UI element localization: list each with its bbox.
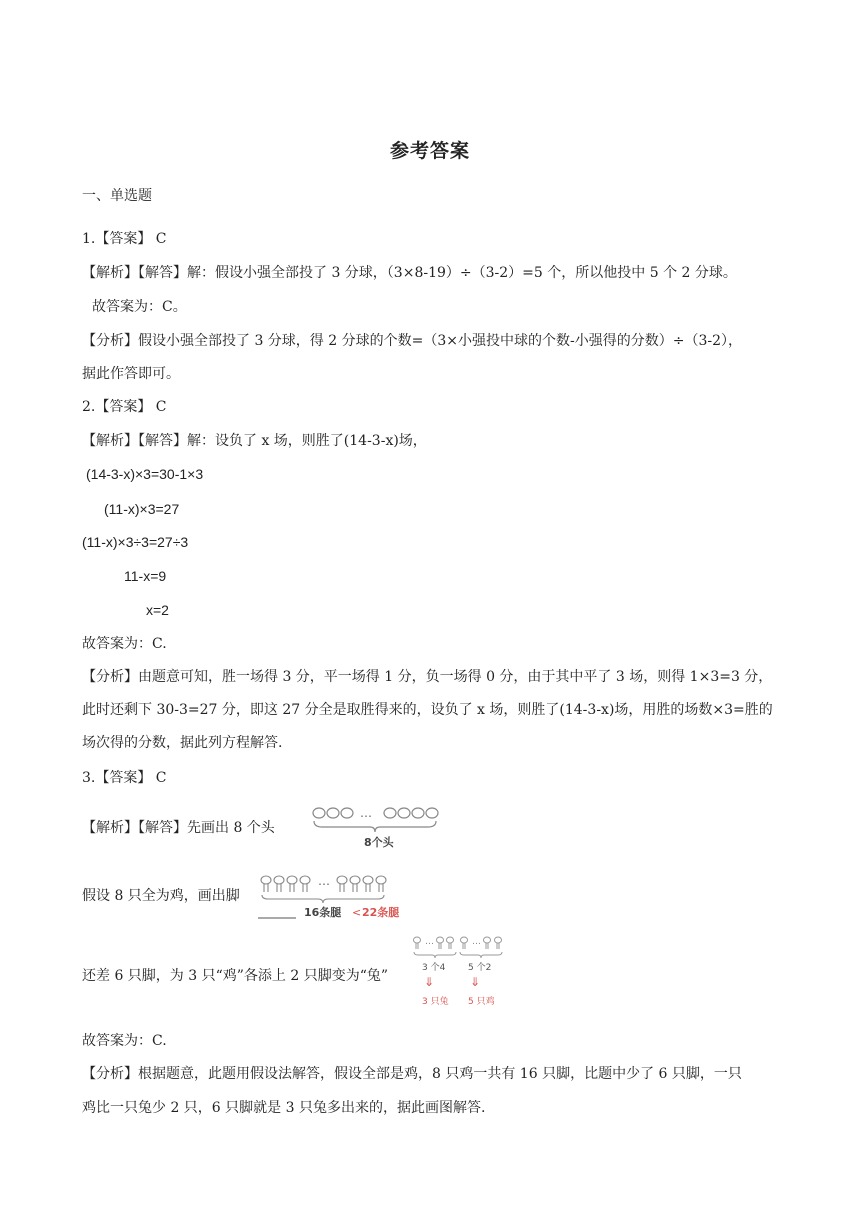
q2-fenxi-line1: 【分析】由题意可知，胜一场得 3 分，平一场得 1 分，负一场得 0 分，由于其中平了 3 场，则得 1×3=3 分， bbox=[82, 669, 773, 685]
figure-less-than: < bbox=[352, 906, 362, 919]
q2-equation-3: (11-x)×3÷3=27÷3 bbox=[82, 534, 189, 550]
figure-left-dots: … bbox=[425, 937, 434, 947]
q1-jiexi: 【解析】【解答】解：假设小强全部投了 3 分球，（3×8-19）÷（3-2）=5 个，所以他投中 5 个 2 分球。 bbox=[82, 265, 737, 281]
q3-step3: 还差 6 只脚，为 3 只“鸡”各添上 2 只脚变为“兔” bbox=[82, 968, 389, 984]
q1-fenxi-line1: 【分析】假设小强全部投了 3 分球，得 2 分球的个数=（3×小强投中球的个数-小强得的分数）÷（3-2）， bbox=[82, 333, 742, 349]
q3-step2: 假设 8 只全为鸡，画出脚 bbox=[82, 888, 240, 904]
figure-22-legs-label: 22条腿 bbox=[362, 906, 400, 919]
section-heading: 一、单选题 bbox=[82, 188, 152, 204]
q1-fenxi-line2: 据此作答即可。 bbox=[82, 366, 180, 382]
q2-conclusion: 故答案为：C. bbox=[82, 636, 167, 652]
q2-jiexi: 【解析】【解答】解：设负了 x 场，则胜了(14-3-x)场， bbox=[82, 433, 427, 449]
figure-16-legs-label: 16条腿 bbox=[304, 906, 342, 919]
q3-conclusion: 故答案为：C. bbox=[82, 1033, 167, 1049]
figure-right-arrow-icon: ⇓ bbox=[470, 975, 481, 989]
figure-8-heads bbox=[308, 805, 442, 851]
q2-equation-4: 11-x=9 bbox=[124, 568, 167, 584]
page-title: 参考答案 bbox=[389, 140, 470, 162]
figure-left-bottom-label: 3 只兔 bbox=[422, 997, 449, 1007]
q1-conclusion: 故答案为：C。 bbox=[92, 299, 187, 315]
q3-fenxi-line2: 鸡比一只兔少 2 只，6 只脚就是 3 只兔多出来的，据此画图解答. bbox=[82, 1100, 486, 1116]
q2-equation-1: (14-3-x)×3=30-1×3 bbox=[86, 466, 204, 482]
figure-left-top-label: 3 个4 bbox=[422, 963, 446, 973]
figure-rabbit-conversion bbox=[412, 934, 508, 1014]
q3-jiexi: 【解析】【解答】先画出 8 个头 bbox=[82, 820, 275, 836]
q2-fenxi-line2: 此时还剩下 30-3=27 分，即这 27 分全是取胜得来的，设负了 x 场，则胜了(14-3-x)场，用胜的场数×3=胜的 bbox=[82, 702, 773, 718]
figure-right-top-label: 5 个2 bbox=[468, 963, 492, 973]
figure-8-heads-dots: … bbox=[360, 806, 372, 820]
figure-left-arrow-icon: ⇓ bbox=[424, 975, 435, 989]
figure-8-heads-label: 8个头 bbox=[364, 836, 394, 849]
figure-chicken-dots: … bbox=[318, 874, 330, 888]
figure-right-bottom-label: 5 只鸡 bbox=[468, 997, 495, 1007]
q2-equation-5: x=2 bbox=[146, 602, 169, 618]
q3-fenxi-line1: 【分析】根据题意，此题用假设法解答，假设全部是鸡，8 只鸡一共有 16 只脚，比题中少了 6 只脚，一只 bbox=[82, 1066, 742, 1082]
q2-equation-2: (11-x)×3=27 bbox=[104, 501, 180, 517]
q3-answer: 3.【答案】 C bbox=[82, 770, 167, 786]
q2-fenxi-line3: 场次得的分数，据此列方程解答. bbox=[82, 735, 283, 751]
figure-chicken-legs bbox=[256, 874, 406, 922]
q2-answer: 2.【答案】 C bbox=[82, 399, 167, 415]
q1-answer: 1.【答案】 C bbox=[82, 231, 167, 247]
figure-right-dots: … bbox=[472, 937, 481, 947]
